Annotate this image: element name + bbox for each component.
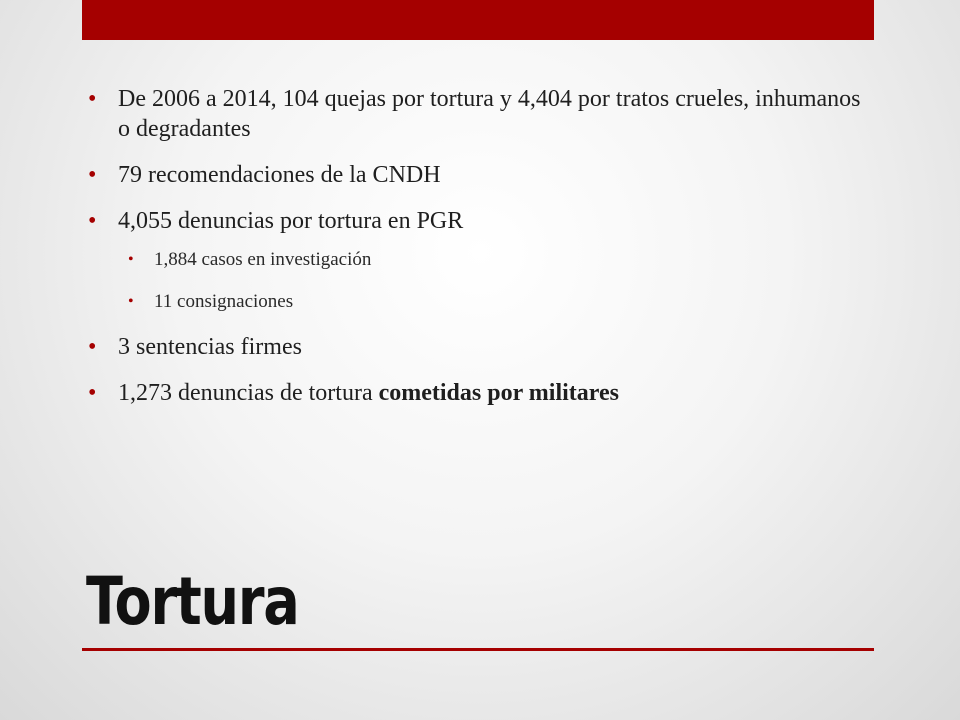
bullet-item-militares xyxy=(88,378,878,408)
bullet-text: 1,884 casos en investigación xyxy=(154,249,372,270)
header-accent-bar xyxy=(82,0,874,40)
bullet-list xyxy=(88,84,878,424)
bullet-text-emphasis: cometidas por militares xyxy=(378,380,620,406)
bullet-dot-icon: • xyxy=(128,293,134,310)
sub-bullet-item-casos xyxy=(88,248,878,272)
bullet-text: 3 sentencias firmes xyxy=(118,334,302,360)
slide-title: Tortura xyxy=(86,563,299,640)
bullet-dot-icon: • xyxy=(88,208,97,234)
bullet-dot-icon: • xyxy=(88,334,97,360)
sub-bullet-item-consignaciones xyxy=(88,290,878,314)
bullet-item-recomendaciones xyxy=(88,160,878,190)
bullet-item-denuncias-pgr xyxy=(88,206,878,236)
bullet-text: 79 recomendaciones de la CNDH xyxy=(118,162,441,188)
bullet-dot-icon: • xyxy=(88,162,97,188)
title-underline xyxy=(82,648,874,651)
bullet-dot-icon: • xyxy=(88,380,97,406)
bullet-dot-icon: • xyxy=(88,86,97,112)
bullet-item-sentencias xyxy=(88,332,878,362)
bullet-text: 4,055 denuncias por tortura en PGR xyxy=(118,208,464,234)
bullet-dot-icon: • xyxy=(128,251,134,268)
bullet-item-quejas xyxy=(88,84,878,144)
bullet-text: 1,273 denuncias de tortura xyxy=(118,380,379,406)
bullet-text: De 2006 a 2014, 104 quejas por tortura y 4,404 por tratos crueles, inhumanos o degradantes xyxy=(118,86,861,142)
bullet-text: 11 consignaciones xyxy=(154,291,294,312)
